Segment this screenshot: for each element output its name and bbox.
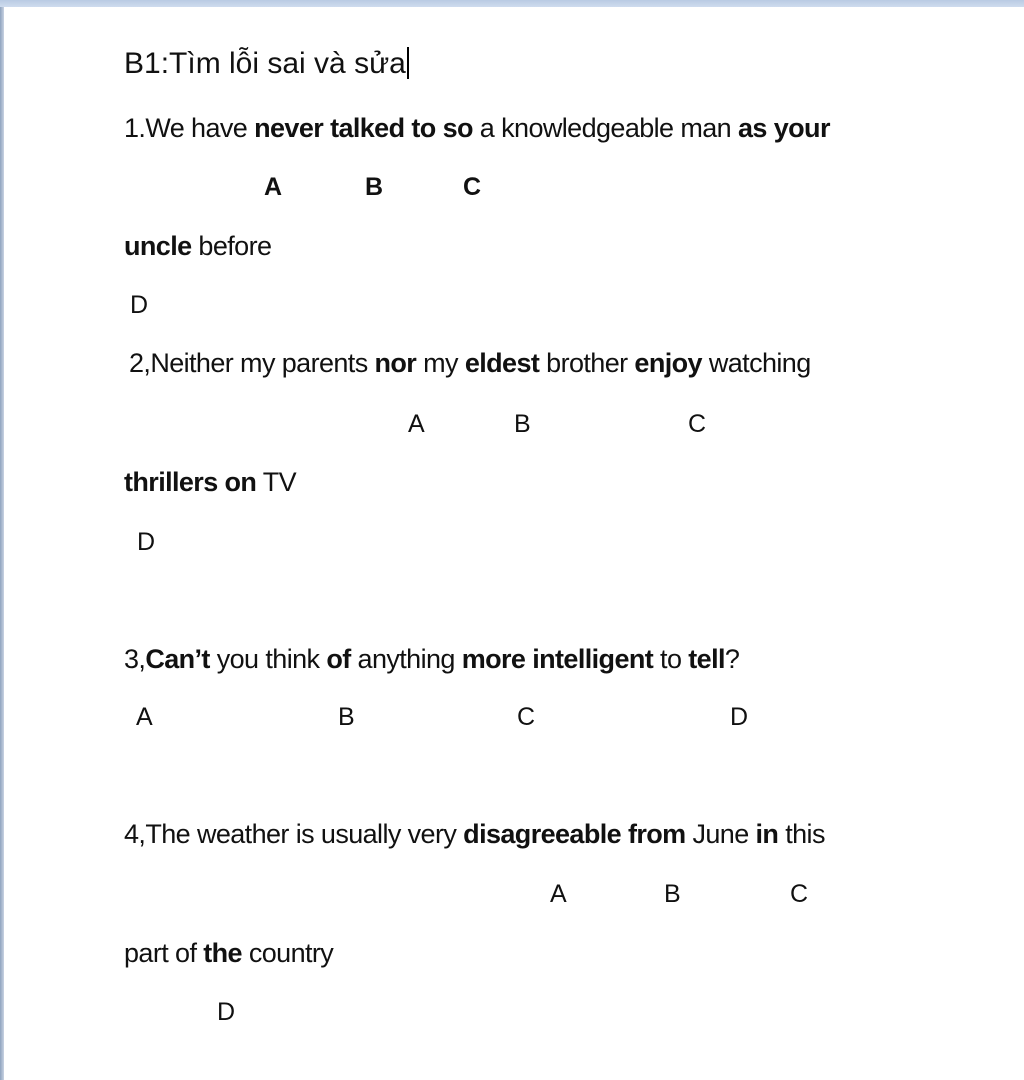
question-1-line-2 — [124, 229, 271, 263]
q2-label-a: A — [408, 410, 425, 438]
q3-option-b: of — [326, 644, 351, 674]
q3-text-3: anything — [350, 644, 462, 674]
q3-option-c: more intelligent — [461, 644, 654, 674]
q1-space — [767, 113, 774, 143]
q3-text-1: 3, — [124, 644, 146, 674]
question-3-line-1 — [124, 642, 739, 676]
question-2-line-2 — [124, 465, 296, 499]
q2-option-b: eldest — [464, 348, 540, 378]
q3-label-c: C — [517, 703, 536, 731]
question-4-line-2 — [124, 936, 333, 970]
q1-text-3: before — [191, 231, 272, 261]
q2-text-2: my — [416, 348, 465, 378]
q4-label-b: B — [664, 880, 681, 908]
q4-option-c: in — [755, 819, 779, 849]
q3-text-2: you think — [209, 644, 327, 674]
q4-text-4: part of — [124, 938, 204, 968]
q2-text-4: watching — [701, 348, 811, 378]
q3-label-d: D — [730, 703, 749, 731]
q4-label-c: C — [790, 880, 809, 908]
question-2-line-1 — [129, 346, 811, 380]
q4-text-5: country — [241, 938, 334, 968]
q1-option-c: so — [442, 113, 473, 143]
q4-label-d: D — [217, 998, 236, 1026]
q4-option-a: disagreeable — [463, 819, 622, 849]
q3-option-d: tell — [688, 644, 725, 674]
q1-space — [436, 113, 443, 143]
q4-text-2: June — [685, 819, 756, 849]
q1-label-c: C — [463, 173, 482, 201]
q3-label-b: B — [338, 703, 355, 731]
q2-option-a: nor — [374, 348, 417, 378]
text-cursor — [407, 47, 409, 79]
q4-space — [621, 819, 628, 849]
q2-label-d: D — [137, 528, 156, 556]
q1-label-a: A — [264, 173, 283, 201]
q2-option-c: enjoy — [634, 348, 702, 378]
q4-option-d: the — [203, 938, 242, 968]
q2-option-d: thrillers on — [124, 467, 257, 497]
question-4-line-1 — [124, 817, 825, 851]
q4-option-b: from — [627, 819, 686, 849]
q1-label-b: B — [365, 173, 384, 201]
q1-text-2: a knowledgeable man — [472, 113, 738, 143]
q3-label-a: A — [136, 703, 153, 731]
document-title-text: B1:Tìm lỗi sai và sửa — [124, 47, 406, 80]
q1-bold-as: as — [738, 113, 767, 143]
document-page[interactable] — [4, 7, 1024, 1080]
q1-option-a: never — [254, 113, 324, 143]
q3-question-mark: ? — [724, 644, 740, 674]
q1-label-d: D — [130, 291, 149, 319]
q2-text-3: brother — [539, 348, 635, 378]
q4-text-1: 4,The weather is usually very — [124, 819, 464, 849]
question-1-line-1 — [124, 111, 830, 145]
q2-label-c: C — [688, 410, 707, 438]
q3-option-a: Can’t — [145, 644, 210, 674]
q1-option-d: uncle — [124, 231, 192, 261]
q2-label-b: B — [514, 410, 531, 438]
q4-text-3: this — [778, 819, 825, 849]
window-top-strip — [0, 0, 1024, 7]
q4-label-a: A — [550, 880, 567, 908]
q1-option-d-part: your — [773, 113, 830, 143]
q1-text-1: 1.We have — [124, 113, 255, 143]
q2-text-1: 2,Neither my parents — [129, 348, 375, 378]
q1-option-b: talked to — [330, 113, 436, 143]
document-title — [124, 47, 409, 81]
q2-text-5: TV — [256, 467, 297, 497]
q3-text-4: to — [653, 644, 689, 674]
